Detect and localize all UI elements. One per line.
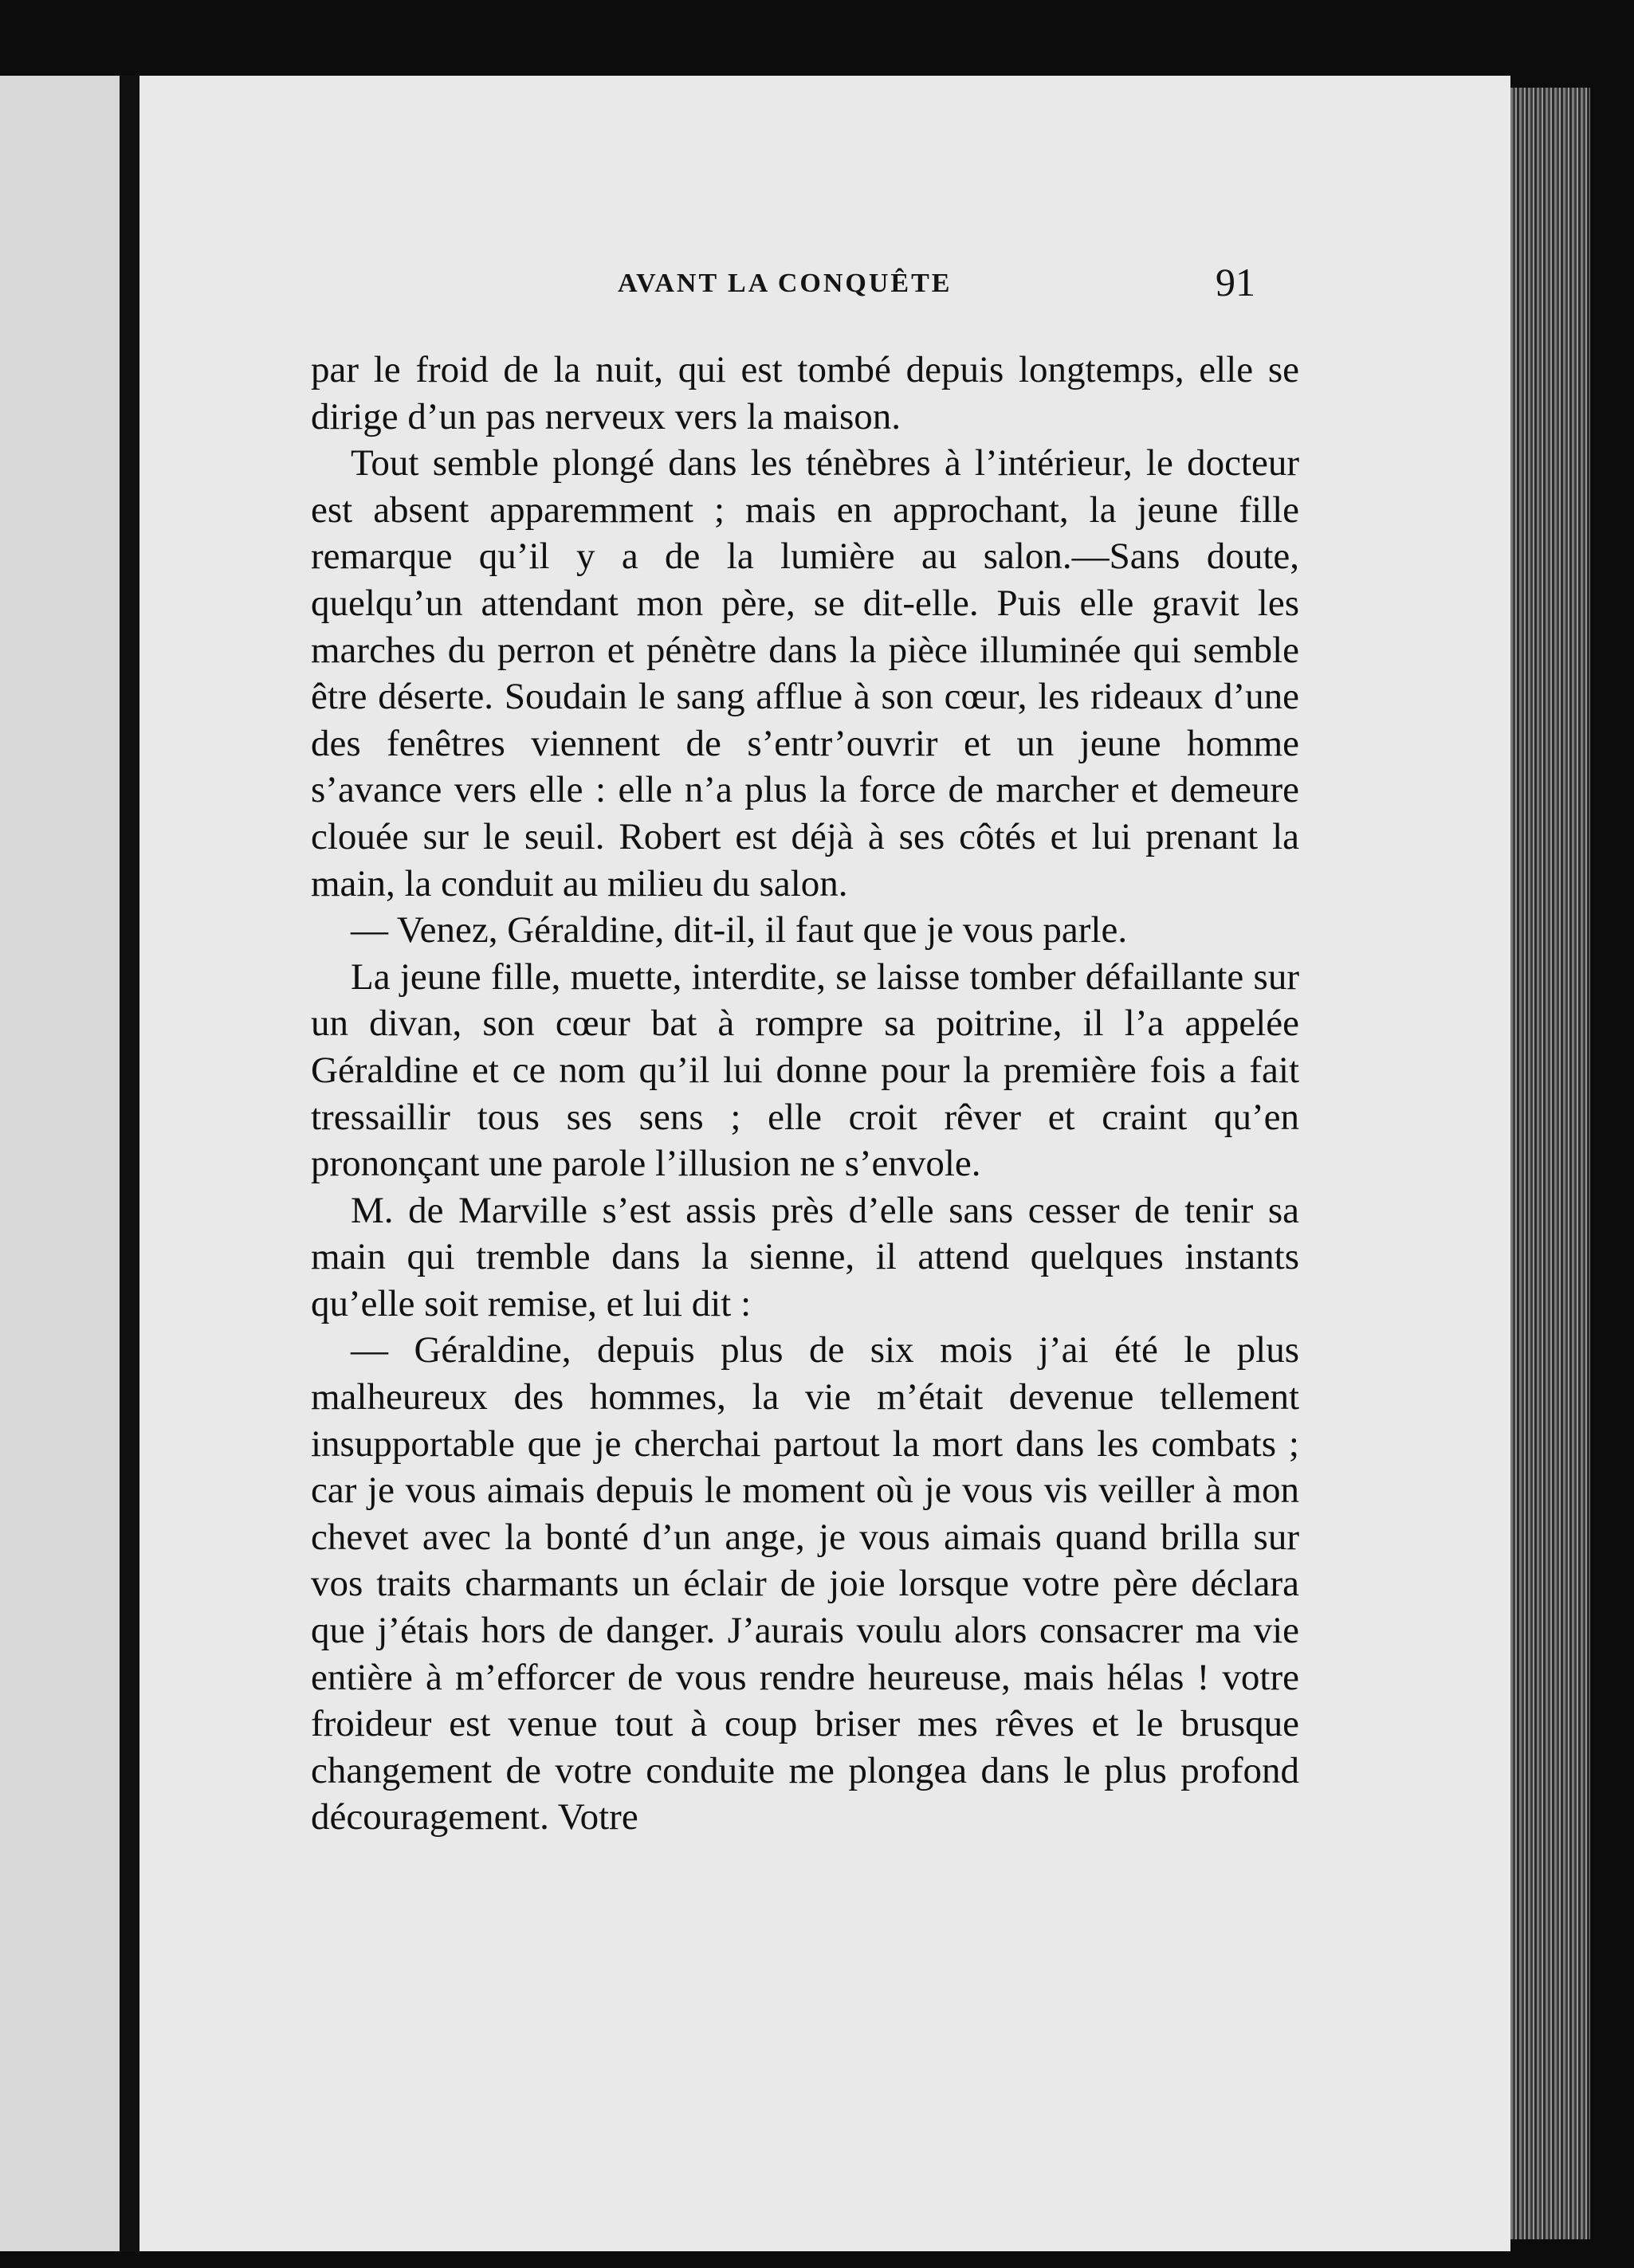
page-edges: [1510, 88, 1590, 2239]
page-number: 91: [1216, 260, 1255, 304]
paragraph: — Venez, Géraldine, dit-il, il faut que je vous parle.: [351, 909, 1128, 952]
left-page-strip: [0, 76, 120, 2251]
body-text: [311, 347, 1299, 1841]
paragraph: M. de Marville s’est assis près d’elle sans cesser de tenir sa main qui tremble dans la sienne, il attend quelques instants qu’elle soit remise, et lui dit :: [311, 1189, 1299, 1324]
paragraph: — Géraldine, depuis plus de six mois j’ai été le plus malheureux des hommes, la vie m’était devenue tellement insupportable que je cherchai partout la mort dans les combats ; car je vous aimais depuis le moment où je vous vis veiller à mon chevet avec la bonté d’un ange, je vous aimais quand brilla sur vos traits charmants un éclair de joie lorsque votre père déclara que j’étais hors de danger. J’aurais voulu alors consacrer ma vie entière à m’efforcer de vous rendre heureuse, mais hélas ! votre froideur est venue tout à coup briser mes rêves et le brusque changement de votre conduite me plongea dans le plus profond découragement. Votre: [311, 1329, 1299, 1838]
book-gutter: [120, 76, 142, 2251]
page-header: [315, 259, 1271, 315]
running-head: AVANT LA CONQUÊTE: [618, 269, 953, 298]
paragraph: par le froid de la nuit, qui est tombé depuis longtemps, elle se dirige d’un pas nerveux vers la maison.: [311, 349, 1299, 438]
paragraph: La jeune fille, muette, interdite, se laisse tomber défaillante sur un divan, son cœur bat à rompre sa poitrine, il l’a appelée Géraldine et ce nom qu’il lui donne pour la première fois a fait tressaillir tous ses sens ; elle croit rêver et craint qu’en prononçant une parole l’illusion ne s’envole.: [311, 955, 1299, 1185]
paragraph: Tout semble plongé dans les ténèbres à l’intérieur, le docteur est absent apparemment ; mais en approchant, la jeune fille remarque qu’il y a de la lumière au salon.—Sans doute, quelqu’un attendant mon père, se dit-elle. Puis elle gravit les marches du perron et pénètre dans la pièce illuminée qui semble être déserte. Soudain le sang afflue à son cœur, les rideaux d’une des fenêtres viennent de s’entr’ouvrir et un jeune homme s’avance vers elle : elle n’a plus la force de marcher et demeure clouée sur le seuil. Robert est déjà à ses côtés et lui prenant la main, la conduit au milieu du salon.: [311, 442, 1299, 904]
